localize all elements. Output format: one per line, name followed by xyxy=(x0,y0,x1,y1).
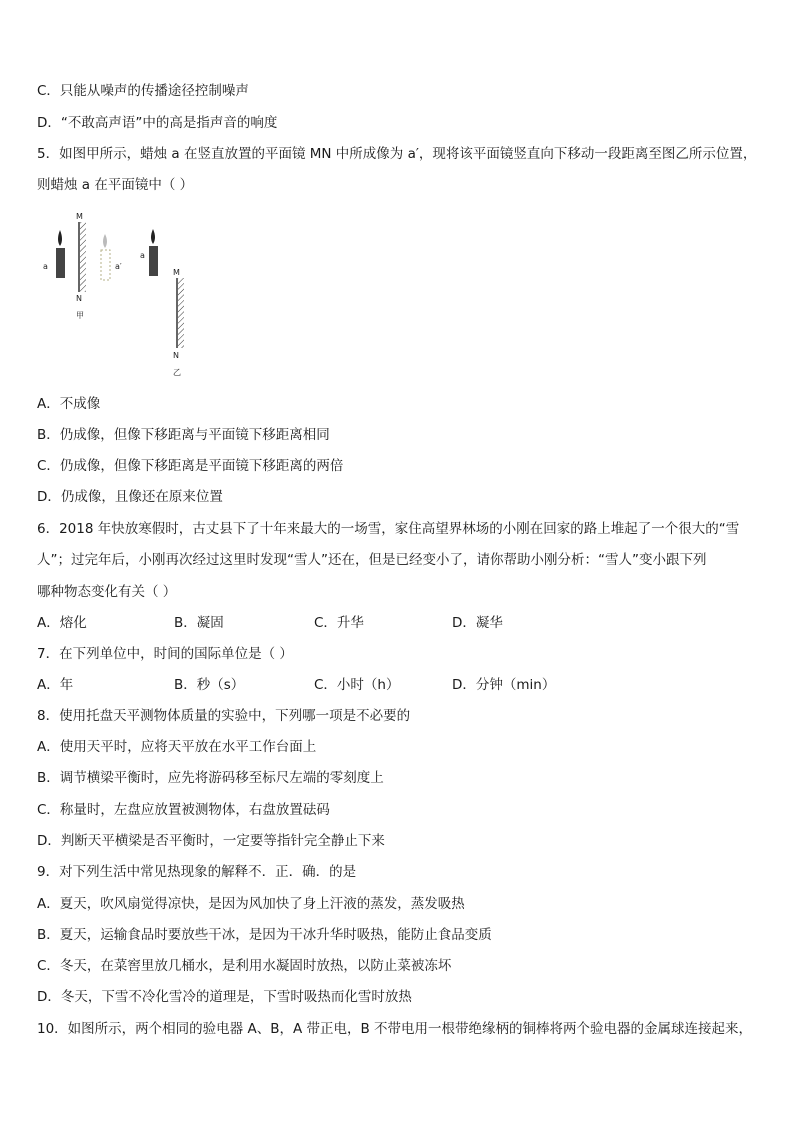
caption-yi: 乙 xyxy=(173,368,181,377)
mirror-hatch-jia xyxy=(80,222,86,292)
q5-option-a: A．不成像 xyxy=(37,396,101,412)
q5-option-c: C．仍成像，但像下移距离是平面镜下移距离的两倍 xyxy=(37,458,344,474)
mirror-n-label-yi: N xyxy=(173,351,179,360)
q7-option-d: D．分钟（min） xyxy=(452,677,556,693)
q4-option-d: D．“不敢高声语”中的高是指声音的响度 xyxy=(37,115,278,131)
q5-stem-line1: 5．如图甲所示，蜡烛 a 在竖直放置的平面镜 MN 中所成像为 a′，现将该平面镜竖直向下移动一段距离至图乙所示位置， xyxy=(37,146,757,162)
diagram-yi xyxy=(140,229,184,377)
q8-option-a: A．使用天平时，应将天平放在水平工作台面上 xyxy=(37,739,317,755)
mirror-candle-figure xyxy=(40,212,200,384)
q5-option-b: B．仍成像，但像下移距离与平面镜下移距离相同 xyxy=(37,427,330,443)
q8-option-d: D．判断天平横梁是否平衡时，一定要等指针完全静止下来 xyxy=(37,833,385,849)
q7-option-b: B．秒（s） xyxy=(174,677,245,693)
q10-stem: 10．如图所示，两个相同的验电器 A、B，A 带正电，B 不带电用一根带绝缘柄的铜棒将两个验电器的金属球连接起来， xyxy=(37,1021,753,1037)
q6-stem-line3: 哪种物态变化有关（ ） xyxy=(37,584,177,600)
candle-image-a-prime xyxy=(101,250,110,280)
diagram-jia xyxy=(43,212,122,320)
q5-stem-line2: 则蜡烛 a 在平面镜中（ ） xyxy=(37,177,194,193)
mirror-n-label-jia: N xyxy=(76,294,82,303)
q6-option-d: D．凝华 xyxy=(452,615,503,631)
q6-option-a: A．熔化 xyxy=(37,615,87,631)
q7-option-c: C．小时（h） xyxy=(314,677,400,693)
q8-option-c: C．称量时，左盘应放置被测物体，右盘放置砝码 xyxy=(37,802,330,818)
caption-jia: 甲 xyxy=(76,311,84,320)
image-flame xyxy=(103,234,107,248)
q4-option-c: C．只能从噪声的传播途径控制噪声 xyxy=(37,83,249,99)
q6-stem-line1: 6．2018 年快放寒假时，古丈县下了十年来最大的一场雪，家住高望界林场的小刚在回家的路上堆起了一个很大的“雪 xyxy=(37,521,740,537)
q9-option-d: D．冬天，下雪不冷化雪冷的道理是，下雪时吸热而化雪时放热 xyxy=(37,989,412,1005)
q9-option-a: A．夏天，吹风扇觉得凉快，是因为风加快了身上汗液的蒸发，蒸发吸热 xyxy=(37,896,465,912)
q9-option-c: C．冬天，在菜窖里放几桶水，是利用水凝固时放热，以防止菜被冻坏 xyxy=(37,958,452,974)
mirror-m-label-yi: M xyxy=(173,268,180,277)
mirror-m-label-jia: M xyxy=(76,212,83,221)
mirror-figure-svg xyxy=(40,212,200,380)
q7-option-a: A．年 xyxy=(37,677,74,693)
q6-option-b: B．凝固 xyxy=(174,615,224,631)
candle-a-label-yi: a xyxy=(140,251,145,260)
q7-stem: 7．在下列单位中，时间的国际单位是（ ） xyxy=(37,646,293,662)
candle-flame-a-yi xyxy=(151,229,155,244)
q9-option-b: B．夏天，运输食品时要放些干冰，是因为干冰升华时吸热，能防止食品变质 xyxy=(37,927,492,943)
q6-stem-line2: 人”；过完年后，小刚再次经过这里时发现“雪人”还在，但是已经变小了，请你帮助小刚分析：“雪人”变小跟下列 xyxy=(37,552,707,568)
q9-stem: 9．对下列生活中常见热现象的解释不．正．确．的是 xyxy=(37,864,357,880)
candle-a-label: a xyxy=(43,262,48,271)
candle-a-yi xyxy=(149,246,158,276)
candle-image-label: a′ xyxy=(115,262,122,271)
candle-flame-a xyxy=(58,230,62,246)
mirror-hatch-yi xyxy=(178,278,184,348)
candle-a xyxy=(56,248,65,278)
q6-option-c: C．升华 xyxy=(314,615,364,631)
q8-stem: 8．使用托盘天平测物体质量的实验中，下列哪一项是不必要的 xyxy=(37,708,411,724)
q5-option-d: D．仍成像，且像还在原来位置 xyxy=(37,489,223,505)
q8-option-b: B．调节横梁平衡时，应先将游码移至标尺左端的零刻度上 xyxy=(37,770,384,786)
